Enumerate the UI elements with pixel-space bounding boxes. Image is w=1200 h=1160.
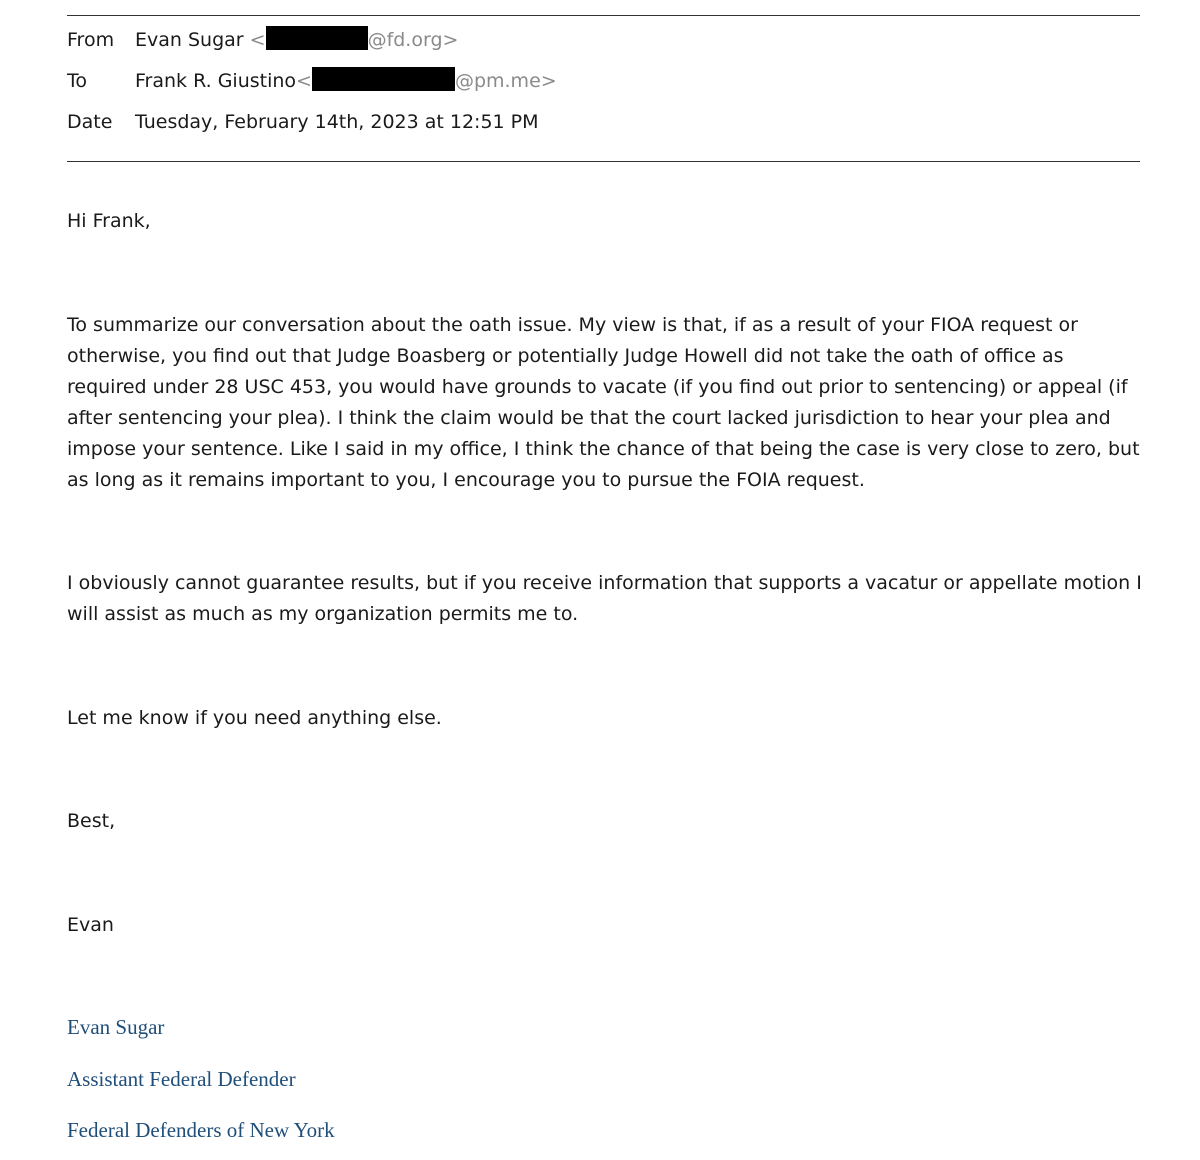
from-name[interactable]: Evan Sugar [135,29,244,51]
to-value [135,66,557,96]
message-paragraph-2: I obviously cannot guarantee results, but if you receive information that supports a vacatur or appellate motion I will assist as much as my organization permits me to. [67,572,1142,625]
to-name[interactable]: Frank R. Giustino [135,70,297,92]
from-address-open: < [249,29,266,51]
signature-name: Evan Sugar [67,1015,165,1039]
to-address-redaction [312,67,455,91]
from-address-domain: @fd.org> [367,29,459,51]
signature-organization: Federal Defenders of New York [67,1118,335,1142]
date-value: Tuesday, February 14th, 2023 at 12:51 PM [135,111,539,133]
to-label: To [67,70,88,92]
from-address-redaction [266,26,368,50]
from-value [135,25,458,55]
sender-first-name: Evan [67,914,114,936]
signature-title: Assistant Federal Defender [67,1067,296,1091]
date-label: Date [67,111,113,133]
from-label: From [67,29,115,51]
to-address-open: < [296,70,312,92]
closing: Best, [67,810,116,832]
header-bottom-rule [67,161,1140,162]
to-address-domain: @pm.me> [454,70,557,92]
message-paragraph-1: To summarize our conversation about the oath issue. My view is that, if as a result of your FIOA request or otherwise, you find out that Judge Boasberg or potentially Judge Howell did not take the oath of office as required under 28 USC 453, you would have grounds to vacate (if you find out prior to sentencing) or appeal (if after sentencing your plea). I think the claim would be that the court lacked jurisdiction to hear your plea and impose your sentence. Like I said in my office, I think the chance of that being the case is very close to zero, but as long as it remains important to you, I encourage you to pursue the FOIA request. [67,314,1140,491]
header-top-rule [67,15,1140,16]
message-paragraph-3: Let me know if you need anything else. [67,707,442,729]
greeting: Hi Frank, [67,210,151,232]
